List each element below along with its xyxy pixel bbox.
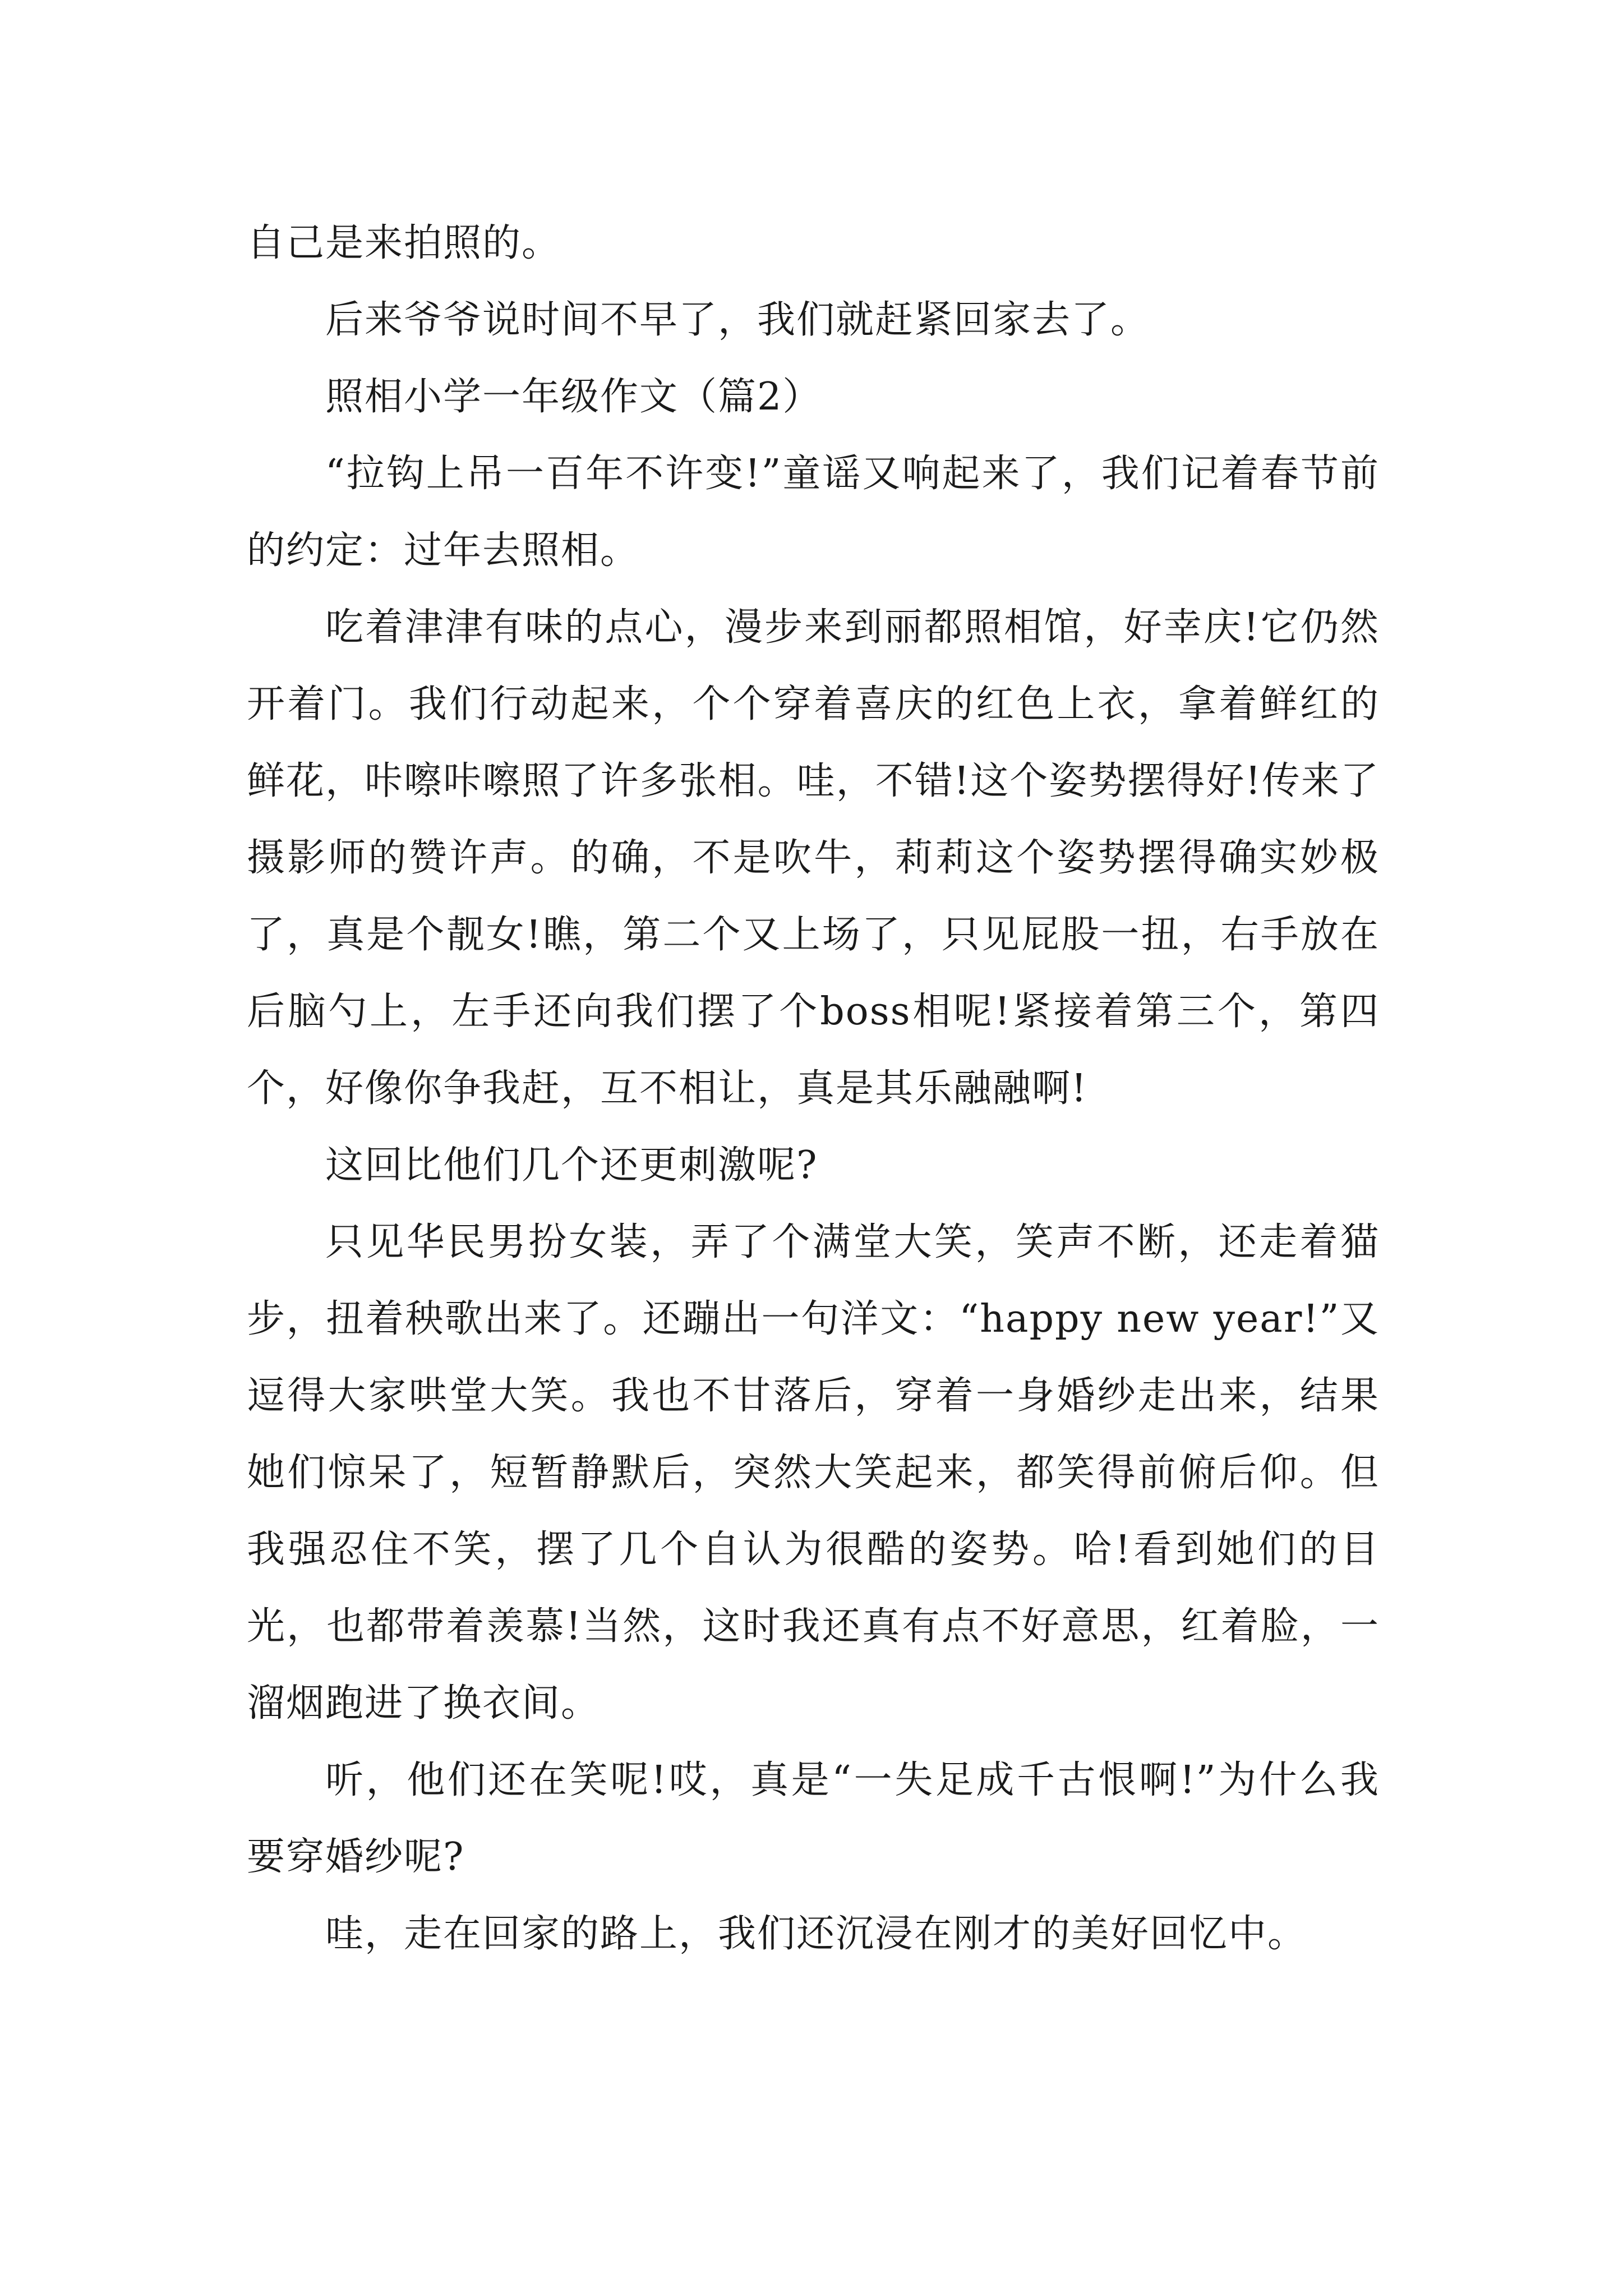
- paragraph: 听，他们还在笑呢!哎，真是“一失足成千古恨啊!”为什么我要穿婚纱呢?: [247, 1758, 1380, 1879]
- paragraph: 后来爷爷说时间不早了，我们就赶紧回家去了。: [325, 298, 1150, 342]
- paragraph: 这回比他们几个还更刺激呢?: [325, 1143, 818, 1188]
- paragraph: 吃着津津有味的点心，漫步来到丽都照相馆，好幸庆!它仍然开着门。我们行动起来，个个穿着喜庆的红色上衣，拿着鲜红的鲜花，咔嚓咔嚓照了许多张相。哇，不错!这个姿势摆得好!传来了摄影师的赞许声。的确，不是吹牛，莉莉这个姿势摆得确实妙极了，真是个靓女!瞧，第二个又上场了，只见屁股一扭，右手放在后脑勺上，左手还向我们摆了个boss相呢!紧接着第三个，第四个，好像你争我赶，互不相让，真是其乐融融啊!: [247, 605, 1380, 1111]
- paragraph: 自己是来拍照的。: [247, 221, 561, 265]
- paragraph: 只见华民男扮女装，弄了个满堂大笑，笑声不断，还走着猫步，扭着秧歌出来了。还蹦出一句洋文：“happy new year!”又逗得大家哄堂大笑。我也不甘落后，穿着一身婚纱走出来，结果她们惊呆了，短暂静默后，突然大笑起来，都笑得前俯后仰。但我强忍住不笑，摆了几个自认为很酷的姿势。哈!看到她们的目光，也都带着羡慕!当然，这时我还真有点不好意思，红着脸，一溜烟跑进了换衣间。: [247, 1220, 1380, 1726]
- section-heading: 照相小学一年级作文（篇2）: [325, 375, 822, 419]
- document-body: [247, 205, 1380, 1972]
- paragraph: 哇，走在回家的路上，我们还沉浸在刚才的美好回忆中。: [325, 1912, 1307, 1956]
- paragraph: “拉钩上吊一百年不许变!”童谣又响起来了，我们记着春节前的约定：过年去照相。: [247, 452, 1380, 573]
